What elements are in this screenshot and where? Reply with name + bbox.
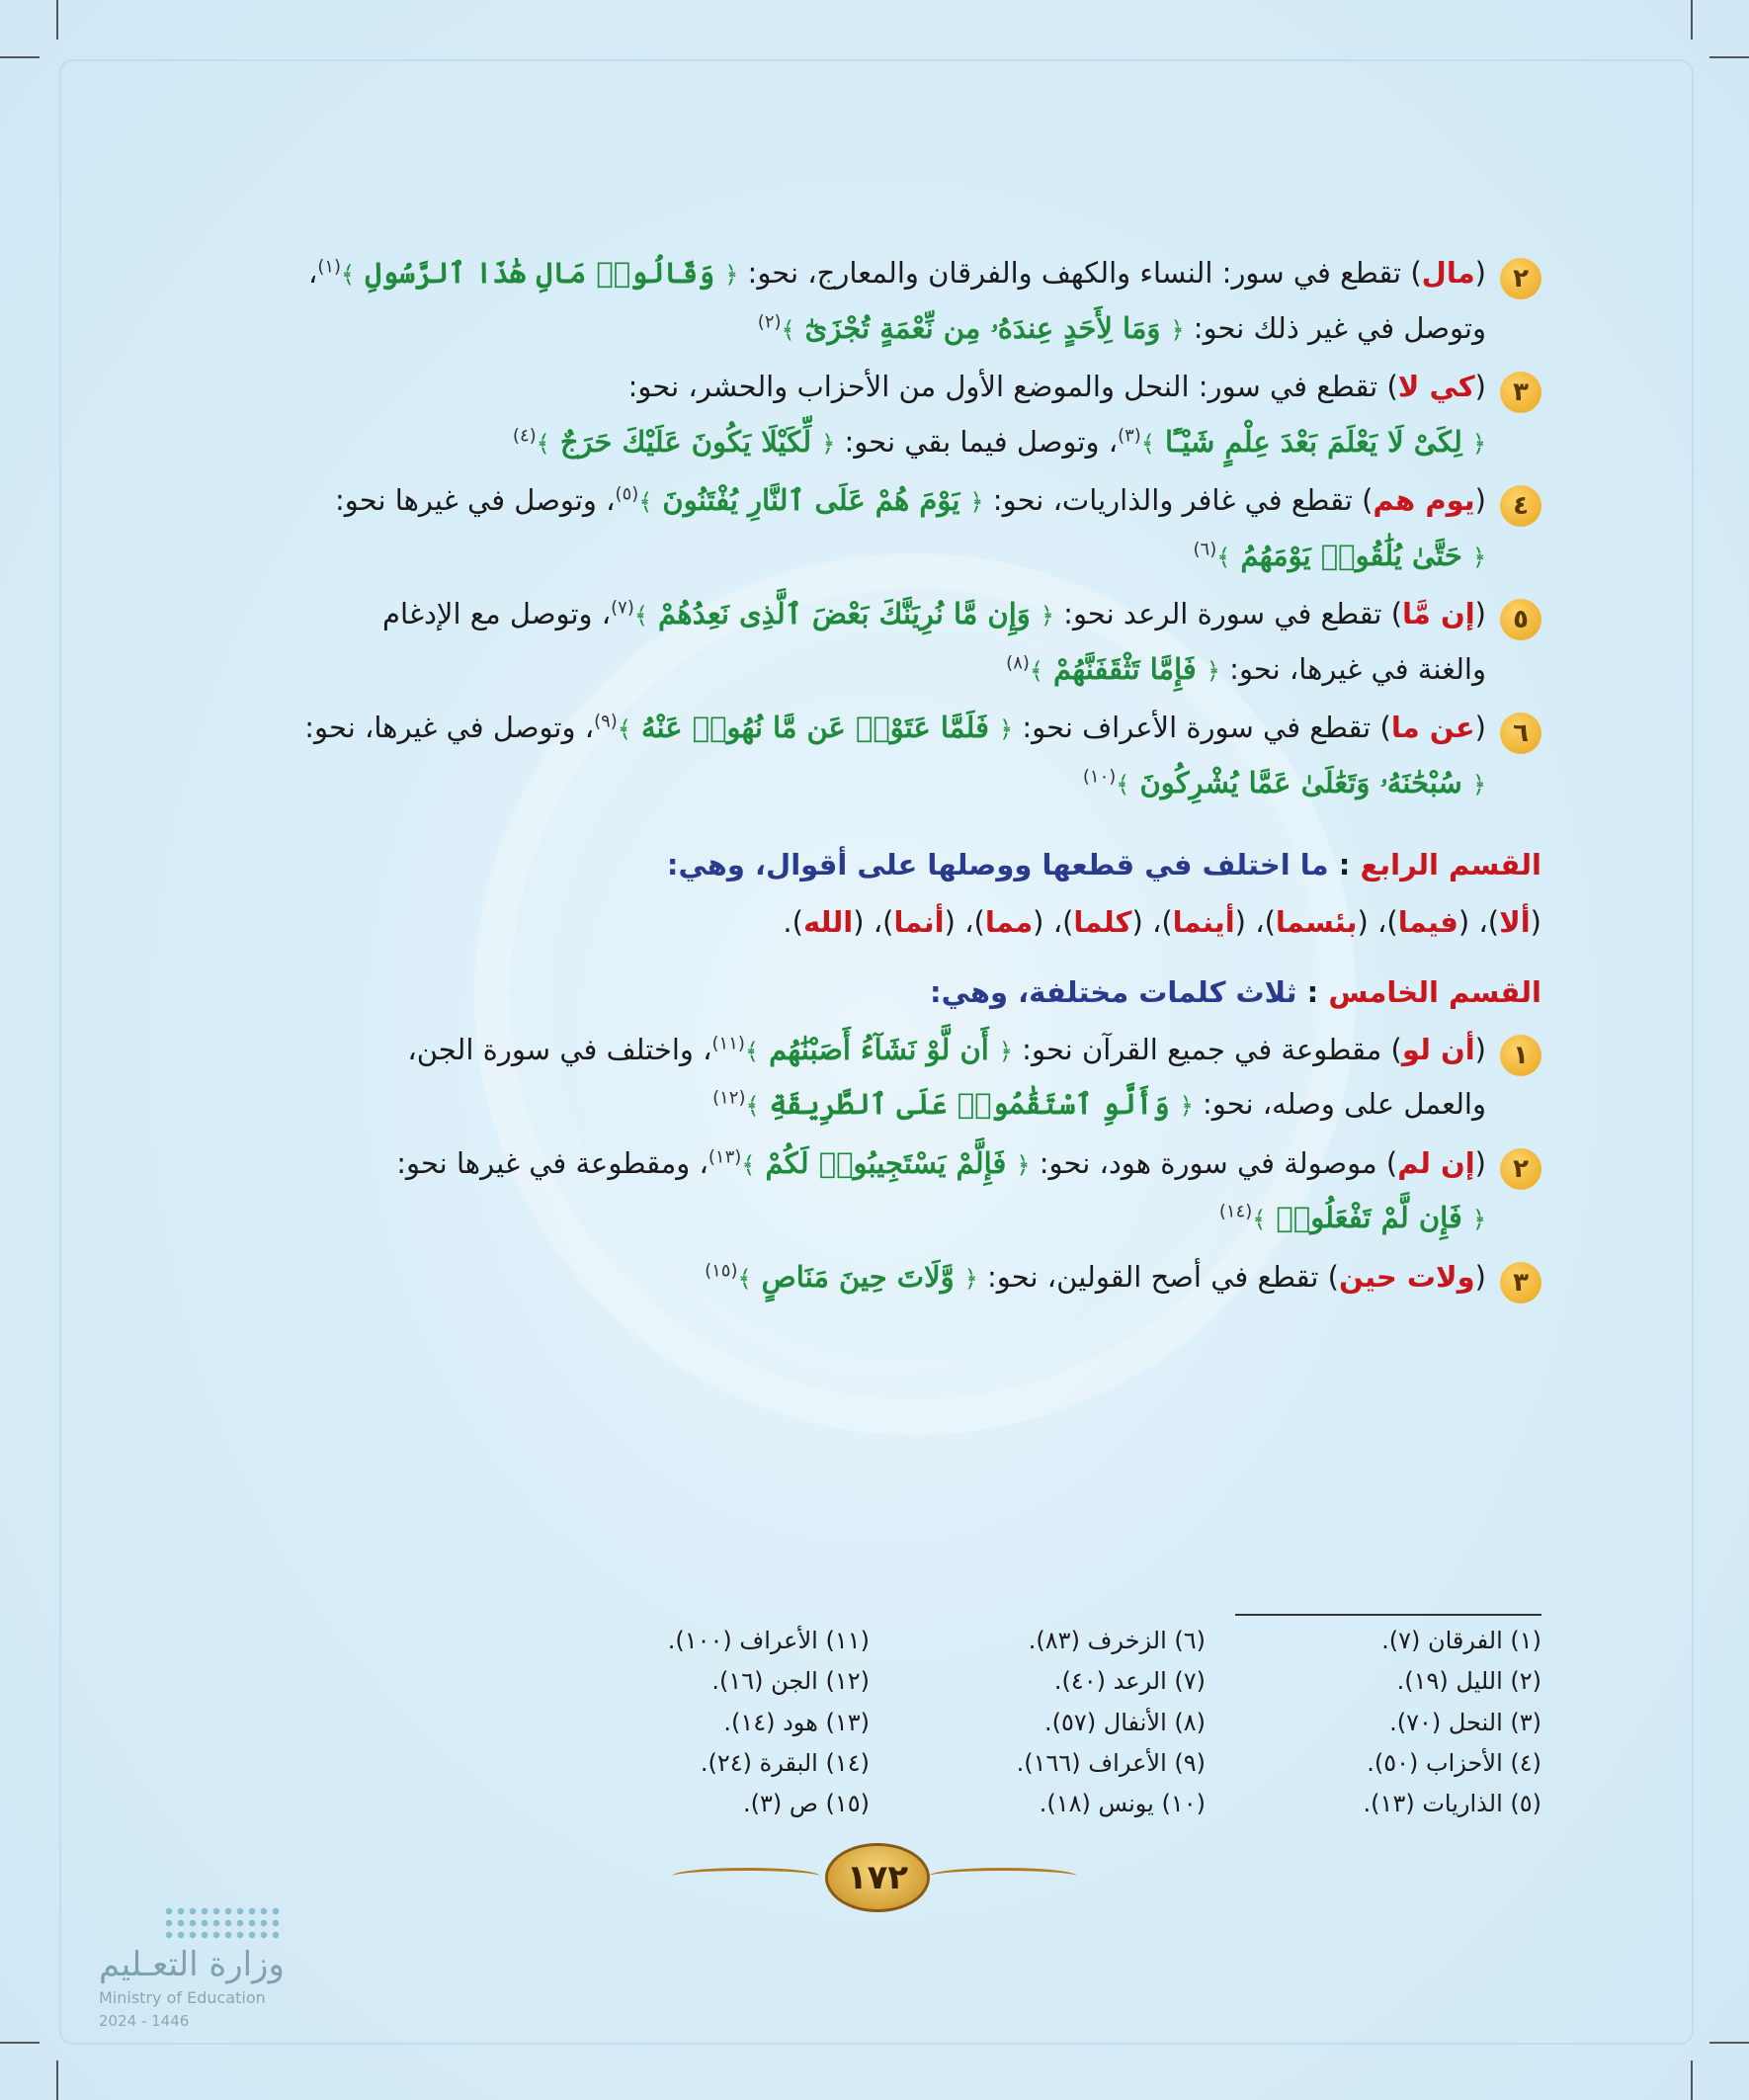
item-line bbox=[198, 648, 1486, 692]
key-word: عن ما bbox=[1390, 711, 1475, 744]
page-number: ١٧٢ bbox=[825, 1843, 930, 1912]
footnote-item: (١) الفرقان (٧). bbox=[1381, 1627, 1541, 1654]
paren: ) bbox=[1386, 370, 1398, 403]
key-word: فيما bbox=[1397, 904, 1458, 939]
item-text bbox=[198, 593, 1486, 703]
paren: ( bbox=[1530, 904, 1541, 939]
numbered-item bbox=[198, 1142, 1541, 1252]
line-text: تقطع في سور: النحل والموضع الأول من الأحزاب والحشر، نحو: bbox=[627, 370, 1387, 403]
paren: ) bbox=[1487, 904, 1500, 939]
crop-mark bbox=[0, 2042, 40, 2044]
footnote-ref: (١١) bbox=[711, 1032, 745, 1053]
item-number-badge: ٢ bbox=[1500, 1148, 1541, 1190]
separator: ، bbox=[1246, 904, 1265, 939]
paren: ) bbox=[1385, 1145, 1398, 1180]
line-text: تقطع في سور: النساء والكهف والفرقان والمعارج، نحو: bbox=[738, 256, 1411, 290]
ayah-bracket-open: ﴿ bbox=[1040, 602, 1054, 630]
ministry-logo-icon bbox=[163, 1905, 282, 1941]
footnote-ref: (٣) bbox=[1118, 424, 1141, 446]
footnote-column-2 bbox=[870, 1621, 1206, 1824]
ayah-bracket-open: ﴿ bbox=[963, 1264, 978, 1293]
items-group-a bbox=[198, 252, 1541, 816]
footnote-item: (١٥) ص (٣). bbox=[742, 1790, 870, 1818]
item-line bbox=[198, 1029, 1486, 1072]
numbered-item bbox=[198, 707, 1541, 816]
line-text: ، وتوصل في غيرها، نحو: bbox=[304, 711, 595, 744]
key-word: أنما bbox=[893, 904, 945, 939]
ayah-bracket-open: ﴿ bbox=[969, 488, 984, 516]
page-number-ornament-left bbox=[672, 1868, 820, 1885]
ayah-bracket-open: ﴿ bbox=[1179, 1092, 1194, 1120]
item-text bbox=[198, 252, 1486, 362]
ayah-bracket-close: ﴾ bbox=[737, 1264, 752, 1293]
ayah-bracket-open: ﴿ bbox=[1016, 1150, 1031, 1179]
key-word: إن لم bbox=[1397, 1145, 1475, 1180]
footnote-item: (٤) الأحزاب (٥٠). bbox=[1367, 1748, 1541, 1777]
line-text: ، ومقطوعة في غيرها نحو: bbox=[396, 1145, 708, 1180]
footnote-rule bbox=[1235, 1614, 1541, 1616]
item-text bbox=[198, 1256, 1486, 1311]
section-four bbox=[198, 844, 1541, 887]
ayah-bracket-close: ﴾ bbox=[744, 1037, 759, 1065]
footnote-column-3 bbox=[534, 1621, 870, 1824]
line-text: ، bbox=[307, 256, 318, 290]
separator: ، bbox=[1043, 904, 1063, 939]
line-text: تقطع في سورة الرعد نحو: bbox=[1053, 597, 1391, 630]
footnote-item: (٩) الأعراف (١٦٦). bbox=[1016, 1748, 1206, 1777]
ayah-bracket-close: ﴾ bbox=[1029, 656, 1043, 685]
key-word: كلما bbox=[1073, 904, 1132, 939]
quran-verse: فَإِمَّا تَثْقَفَنَّهُمْ bbox=[1042, 651, 1207, 686]
line-text: ، وتوصل في غيرها نحو: bbox=[335, 483, 616, 517]
key-word: مال bbox=[1421, 256, 1475, 290]
quran-verse: حَتَّىٰ يُلَٰقُوا۟ يَوْمَهُمُ bbox=[1230, 538, 1472, 572]
quran-verse: يَوْمَ هُمْ عَلَى ٱلنَّارِ يُفْتَنُونَ bbox=[652, 483, 970, 517]
publisher-year: 2024 - 1446 bbox=[99, 2012, 190, 2030]
paren: ) bbox=[882, 904, 894, 939]
item-line bbox=[198, 535, 1486, 578]
item-text bbox=[198, 707, 1486, 816]
item-line bbox=[198, 1256, 1486, 1300]
ayah-bracket-open: ﴿ bbox=[998, 1037, 1013, 1065]
ayah-bracket-open: ﴿ bbox=[1471, 1206, 1486, 1233]
item-line bbox=[198, 1083, 1486, 1127]
item-line bbox=[198, 479, 1486, 523]
footnote-ref: (١٥) bbox=[705, 1259, 738, 1281]
ayah-bracket-close: ﴾ bbox=[741, 1150, 756, 1179]
item-line bbox=[198, 593, 1486, 636]
item-number-badge: ٣ bbox=[1500, 1262, 1541, 1303]
item-text bbox=[198, 366, 1486, 475]
paren: ) bbox=[1410, 256, 1422, 290]
item-number-badge: ٤ bbox=[1500, 485, 1541, 527]
footnote-ref: (١) bbox=[317, 256, 342, 278]
key-word: مما bbox=[984, 904, 1034, 939]
paren: ) bbox=[1386, 904, 1398, 939]
paren: ( bbox=[1357, 904, 1369, 939]
ayah-bracket-open: ﴿ bbox=[1471, 543, 1486, 571]
key-word: يوم هم bbox=[1373, 483, 1475, 517]
line-text: وتوصل في غير ذلك نحو: bbox=[1184, 310, 1486, 345]
paren: ) bbox=[791, 904, 803, 939]
separator: ، bbox=[1469, 904, 1488, 939]
line-text: والغنة في غيرها، نحو: bbox=[1219, 651, 1486, 686]
quran-verse: فَإِن لَّمْ تَفْعَلُوا۟ bbox=[1266, 1201, 1472, 1234]
footnote-ref: (٥) bbox=[615, 483, 639, 505]
item-number-badge: ٥ bbox=[1500, 599, 1541, 640]
section-colon: : bbox=[1296, 975, 1329, 1009]
ayah-bracket-close: ﴾ bbox=[1140, 429, 1155, 458]
footnote-ref: (١٣) bbox=[708, 1145, 742, 1167]
quran-verse: لِكَىْ لَا يَعْلَمَ بَعْدَ عِلْمٍ شَيْـًٔا bbox=[1154, 424, 1472, 459]
line-text: تقطع في أصح القولين، نحو: bbox=[977, 1259, 1328, 1294]
ayah-bracket-open: ﴿ bbox=[821, 429, 836, 458]
ayah-bracket-close: ﴾ bbox=[745, 1092, 760, 1120]
item-number-badge: ١ bbox=[1500, 1035, 1541, 1076]
numbered-item bbox=[198, 1029, 1541, 1138]
footnotes bbox=[484, 1621, 1541, 1824]
item-text bbox=[198, 1142, 1486, 1252]
page-number-ornament-right bbox=[929, 1868, 1077, 1885]
footnote-item: (٦) الزخرف (٨٣). bbox=[1028, 1627, 1206, 1654]
footnote-ref: (١٤) bbox=[1218, 1201, 1253, 1222]
footnote-column-1 bbox=[1206, 1621, 1541, 1824]
footnote-item: (٣) النحل (٧٠). bbox=[1389, 1708, 1541, 1736]
paren: ( bbox=[1474, 1032, 1486, 1066]
crop-mark bbox=[56, 2060, 58, 2100]
lesson-content bbox=[198, 252, 1541, 1314]
ayah-bracket-close: ﴾ bbox=[1116, 770, 1130, 798]
paren: ) bbox=[1390, 1032, 1402, 1066]
footnote-ref: (٨) bbox=[1006, 651, 1030, 673]
key-word: الله bbox=[802, 904, 854, 939]
section-title: القسم الرابع bbox=[1360, 848, 1541, 882]
quran-verse: وَّلَاتَ حِينَ مَنَاصٍ bbox=[751, 1259, 964, 1294]
key-word: أن لو bbox=[1401, 1032, 1475, 1066]
paren: ) bbox=[1264, 904, 1276, 939]
paren: ( bbox=[1474, 483, 1486, 517]
paren: ( bbox=[1474, 1259, 1486, 1294]
paren: ( bbox=[853, 904, 865, 939]
quran-verse: فَلَمَّا عَتَوْا۟ عَن مَّا نُهُوا۟ عَنْهُ bbox=[630, 711, 1000, 744]
ayah-bracket-open: ﴿ bbox=[1170, 315, 1185, 344]
footnote-ref: (١٢) bbox=[712, 1087, 746, 1109]
item-line bbox=[198, 366, 1486, 409]
paren: ) bbox=[973, 904, 985, 939]
crop-mark bbox=[1691, 2060, 1693, 2100]
paren: ) bbox=[1379, 711, 1391, 744]
ayah-bracket-close: ﴾ bbox=[1216, 543, 1231, 571]
paren: ( bbox=[1474, 711, 1486, 744]
footnote-item: (٥) الذاريات (١٣). bbox=[1363, 1790, 1541, 1818]
quran-verse: فَإِلَّمْ يَسْتَجِيبُوا۟ لَكُمْ bbox=[755, 1145, 1017, 1180]
paren: ( bbox=[1234, 904, 1246, 939]
item-line bbox=[198, 1142, 1486, 1186]
line-text: ، واختلف في سورة الجن، bbox=[407, 1032, 712, 1066]
item-text bbox=[198, 479, 1486, 589]
item-line bbox=[198, 307, 1486, 351]
line-text: ، وتوصل مع الإدغام bbox=[382, 597, 612, 630]
paren: ) bbox=[1062, 904, 1074, 939]
footnote-ref: (٦) bbox=[1193, 538, 1217, 559]
items-group-b bbox=[198, 1029, 1541, 1311]
line-text: تقطع في سورة الأعراف نحو: bbox=[1013, 711, 1380, 744]
quran-verse: سُبْحَٰنَهُۥ وَتَعَٰلَىٰ عَمَّا يُشْرِكُونَ bbox=[1129, 765, 1472, 799]
paren: ( bbox=[1474, 597, 1486, 630]
separator: ، bbox=[955, 904, 974, 939]
item-line bbox=[198, 252, 1486, 295]
paren: ( bbox=[1474, 370, 1486, 403]
ayah-bracket-close: ﴾ bbox=[536, 429, 550, 458]
paren: ) bbox=[1327, 1259, 1339, 1294]
word-list bbox=[198, 901, 1541, 945]
paren: ( bbox=[1474, 1145, 1486, 1180]
footnote-ref: (٧) bbox=[611, 597, 634, 619]
item-line bbox=[198, 421, 1486, 464]
footnote-ref: (١٠) bbox=[1082, 765, 1117, 787]
crop-mark bbox=[1709, 2042, 1749, 2044]
ayah-bracket-close: ﴾ bbox=[633, 602, 648, 630]
footnote-item: (١١) الأعراف (١٠٠). bbox=[667, 1627, 870, 1654]
paren: ( bbox=[1033, 904, 1044, 939]
numbered-item bbox=[198, 252, 1541, 362]
key-word: ولات حين bbox=[1338, 1259, 1475, 1294]
numbered-item bbox=[198, 1256, 1541, 1311]
item-number-badge: ٦ bbox=[1500, 713, 1541, 754]
separator: . bbox=[783, 904, 792, 939]
footnote-item: (١٤) البقرة (٢٤). bbox=[700, 1748, 870, 1777]
line-text: مقطوعة في جميع القرآن نحو: bbox=[1012, 1032, 1391, 1066]
publisher-name-ar: وزارة التعـليم bbox=[99, 1945, 285, 1984]
line-text: والعمل على وصله، نحو: bbox=[1193, 1087, 1486, 1121]
crop-mark bbox=[1709, 56, 1749, 58]
quran-verse: وَأَلَّوِ ٱسْتَقَٰمُوا۟ عَلَى ٱلطَّرِيقَةِ bbox=[759, 1087, 1180, 1121]
item-line bbox=[198, 707, 1486, 750]
footnote-item: (١٠) يونس (١٨). bbox=[1039, 1790, 1206, 1818]
section-colon: : bbox=[1328, 848, 1361, 882]
item-number-badge: ٣ bbox=[1500, 372, 1541, 413]
paren: ( bbox=[1131, 904, 1143, 939]
ayah-bracket-close: ﴾ bbox=[1252, 1206, 1267, 1233]
crop-mark bbox=[0, 56, 40, 58]
footnote-item: (٨) الأنفال (٥٧). bbox=[1044, 1708, 1206, 1736]
item-line bbox=[198, 762, 1486, 805]
footnote-item: (١٣) هود (١٤). bbox=[723, 1708, 870, 1736]
separator: ، bbox=[1142, 904, 1162, 939]
separator: ، bbox=[1368, 904, 1387, 939]
key-word: ألا bbox=[1499, 904, 1531, 939]
footnote-ref: (٩) bbox=[594, 711, 618, 732]
quran-verse: وَإِن مَّا نُرِيَنَّكَ بَعْضَ ٱلَّذِى نَعِدُهُمْ bbox=[647, 597, 1041, 630]
ayah-bracket-close: ﴾ bbox=[617, 715, 631, 743]
ayah-bracket-close: ﴾ bbox=[638, 488, 653, 516]
ayah-bracket-close: ﴾ bbox=[781, 315, 795, 344]
key-word: بئسما bbox=[1275, 904, 1358, 939]
crop-mark bbox=[56, 0, 58, 40]
section-five bbox=[198, 971, 1541, 1015]
paren: ( bbox=[1458, 904, 1470, 939]
numbered-item bbox=[198, 366, 1541, 475]
paren: ) bbox=[1362, 483, 1374, 517]
paren: ( bbox=[1474, 256, 1486, 290]
item-text bbox=[198, 1029, 1486, 1138]
quran-verse: لِّكَيْلَا يَكُونَ عَلَيْكَ حَرَجٌ bbox=[549, 424, 822, 459]
paren: ) bbox=[1390, 597, 1403, 630]
paren: ) bbox=[1161, 904, 1173, 939]
footnote-ref: (٢) bbox=[757, 310, 782, 332]
ayah-bracket-open: ﴿ bbox=[1471, 429, 1486, 458]
separator: ، bbox=[864, 904, 883, 939]
line-text: تقطع في غافر والذاريات، نحو: bbox=[983, 483, 1363, 517]
publisher-name-en: Ministry of Education bbox=[99, 1988, 266, 2007]
section-title: القسم الخامس bbox=[1328, 975, 1541, 1009]
key-word: إن مَّا bbox=[1402, 597, 1475, 630]
quran-verse: وَمَا لِأَحَدٍ عِندَهُۥ مِن نِّعْمَةٍ تُجْزَىٰٓ bbox=[794, 310, 1171, 345]
section-body: ثلاث كلمات مختلفة، وهي: bbox=[929, 975, 1297, 1009]
footnote-item: (٧) الرعد (٤٠). bbox=[1053, 1667, 1206, 1696]
ayah-bracket-open: ﴿ bbox=[999, 715, 1014, 743]
numbered-item bbox=[198, 593, 1541, 703]
item-line bbox=[198, 1197, 1486, 1240]
footnote-item: (٢) الليل (١٩). bbox=[1396, 1667, 1541, 1696]
ayah-bracket-open: ﴿ bbox=[1471, 770, 1486, 798]
footnote-item: (١٢) الجن (١٦). bbox=[711, 1667, 870, 1696]
numbered-item bbox=[198, 479, 1541, 589]
quran-verse: أَن لَّوْ نَشَآءُ أَصَبْنَٰهُم bbox=[758, 1032, 999, 1066]
paren: ( bbox=[944, 904, 956, 939]
key-word: أينما bbox=[1172, 904, 1235, 939]
footnote-ref: (٤) bbox=[512, 424, 537, 446]
key-word: كي لا bbox=[1397, 370, 1475, 403]
ayah-bracket-open: ﴿ bbox=[724, 261, 739, 289]
crop-mark bbox=[1691, 0, 1693, 40]
ayah-bracket-open: ﴿ bbox=[1206, 656, 1220, 685]
quran-verse: وَقَالُوا۟ مَالِ هَٰذَا ٱلرَّسُولِ bbox=[355, 256, 725, 290]
section-body: ما اختلف في قطعها ووصلها على أقوال، وهي: bbox=[666, 848, 1329, 882]
line-text: ، وتوصل فيما بقي نحو: bbox=[835, 424, 1119, 459]
item-number-badge: ٢ bbox=[1500, 258, 1541, 299]
ayah-bracket-close: ﴾ bbox=[341, 261, 356, 289]
line-text: موصولة في سورة هود، نحو: bbox=[1030, 1145, 1386, 1180]
